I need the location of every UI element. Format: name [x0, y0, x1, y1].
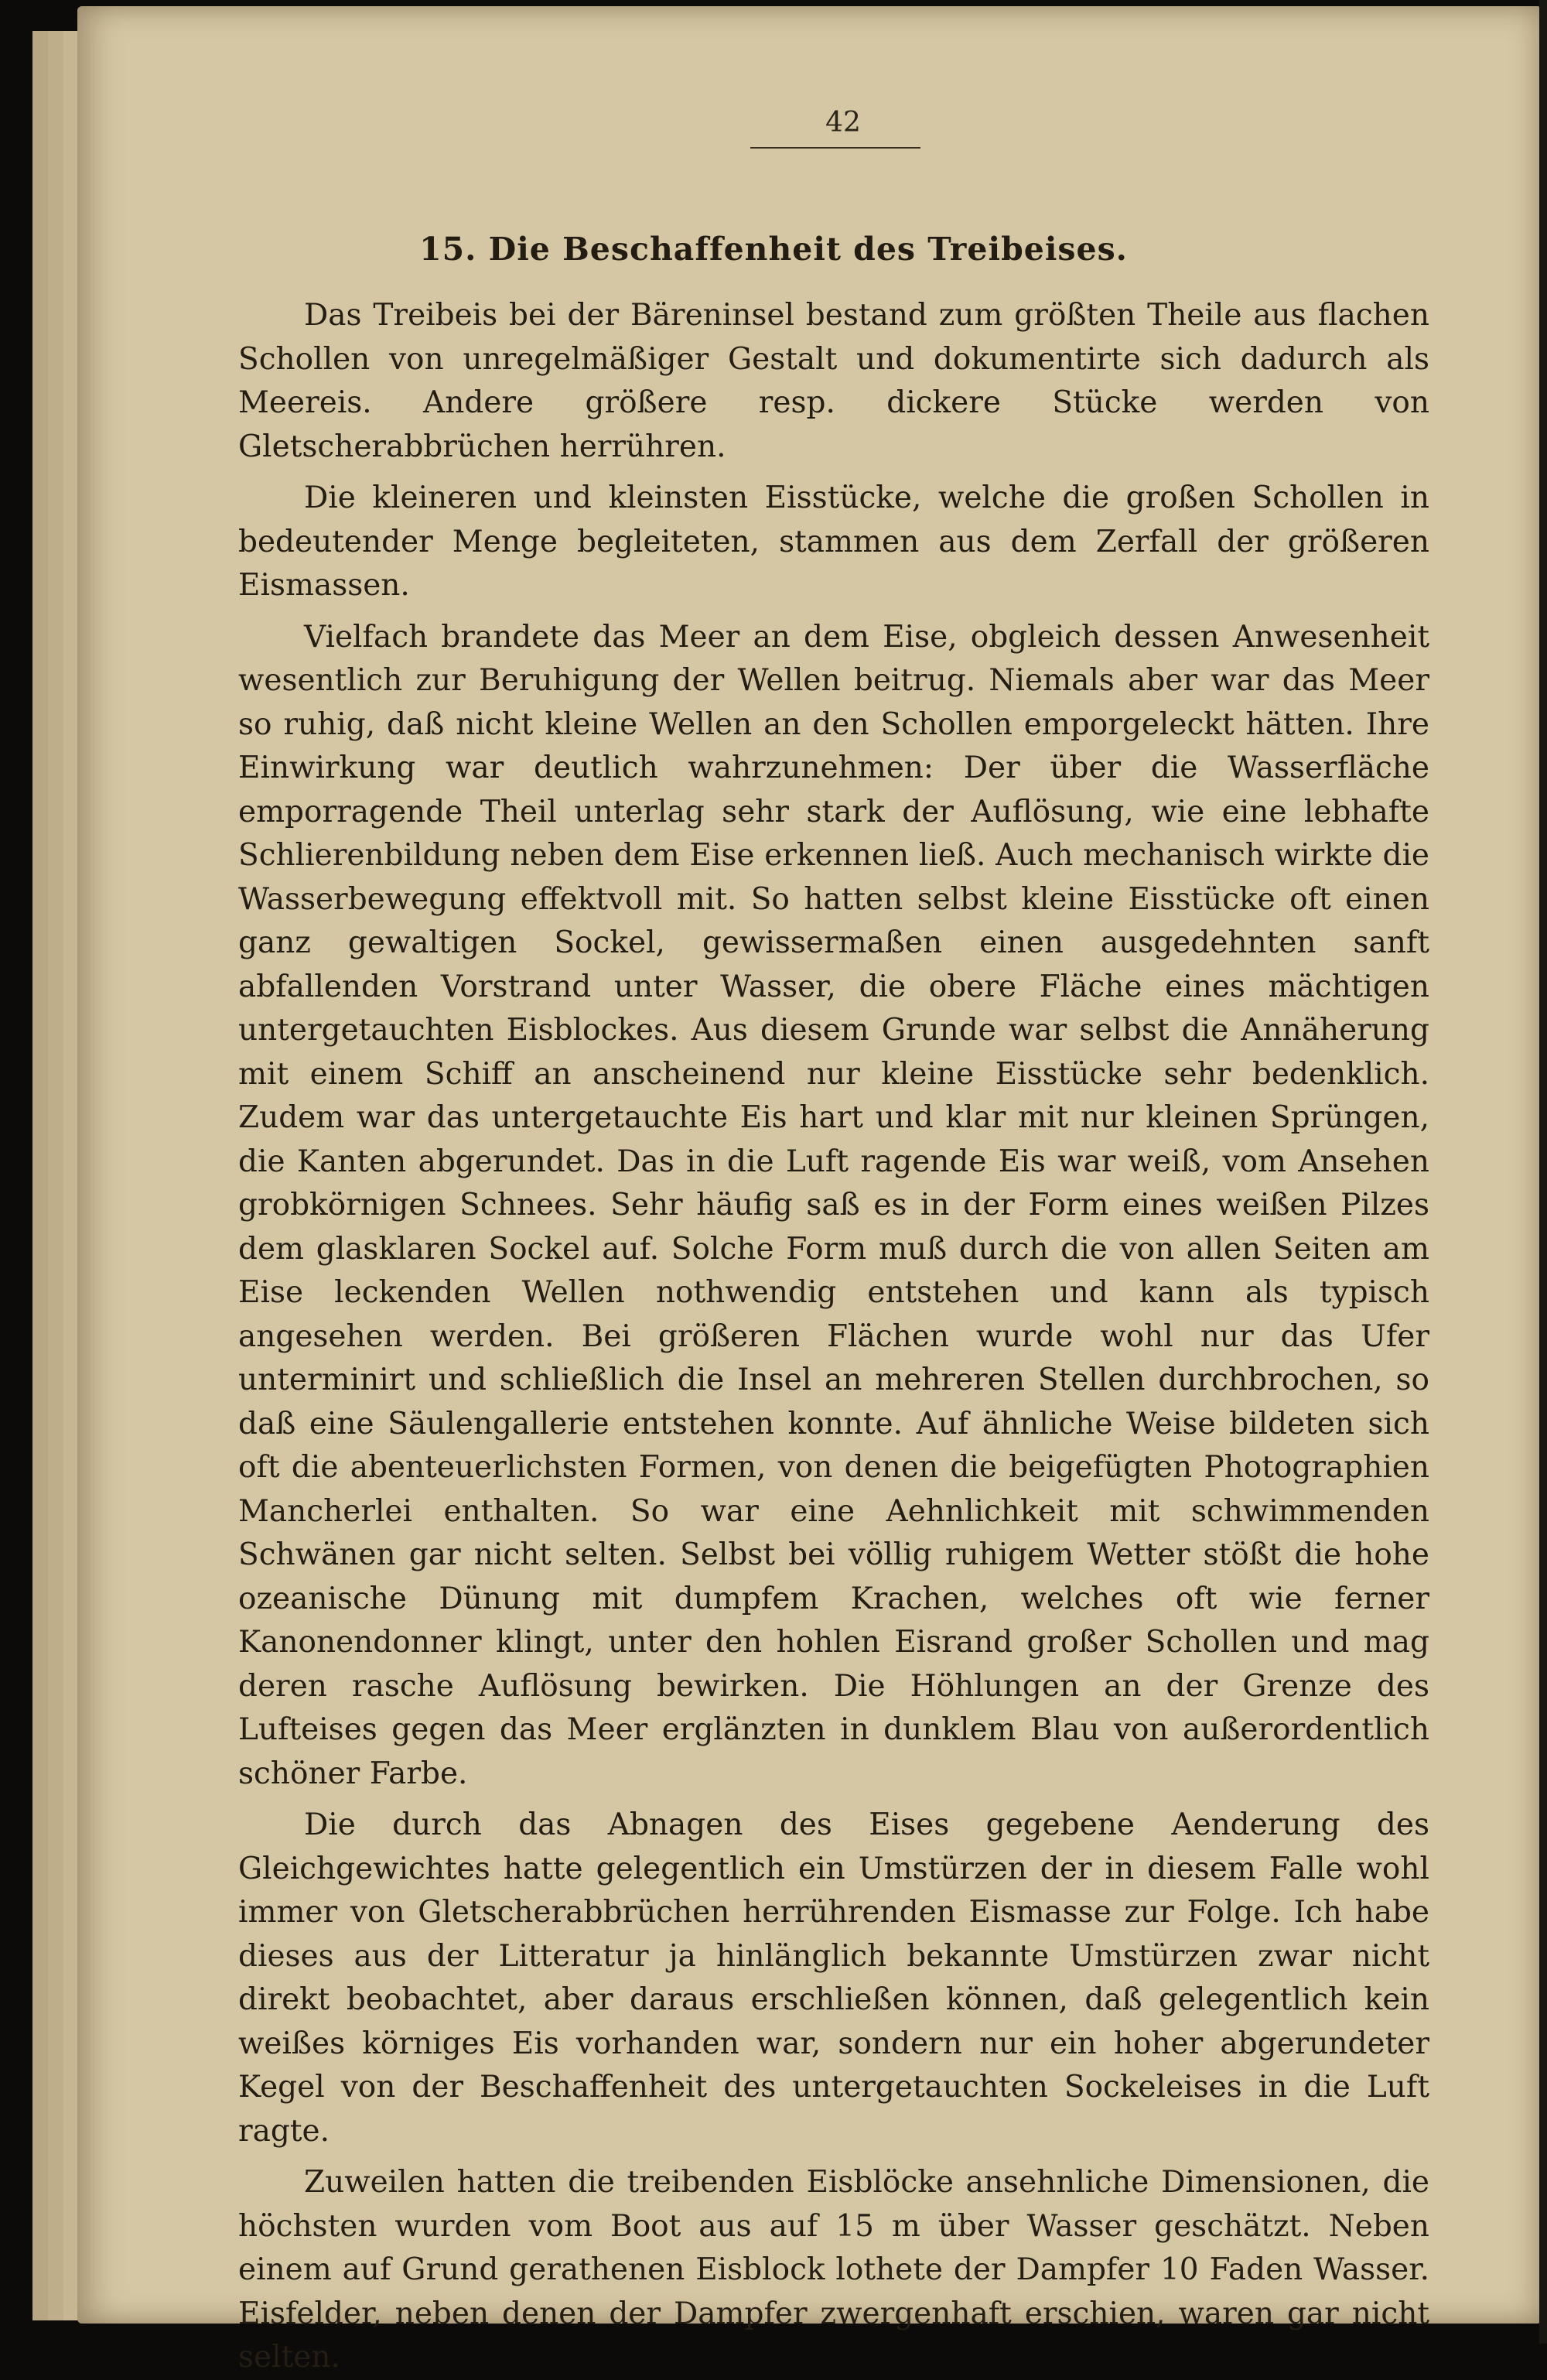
paragraph: Das Treibeis bei der Bäreninsel bestand zum größten Theile aus flachen Schollen von unregelmäßiger Gestalt und dokumentirte sich dadurch als Meereis. Andere größere resp. dickere Stücke werden von Gletscherabbrüchen herrühren.: [238, 298, 1429, 464]
page-number-rule: [750, 147, 920, 149]
paragraph: Die durch das Abnagen des Eises gegebene Aenderung des Gleichgewichtes hatte gelegentlich ein Umstürzen der in diesem Falle wohl immer von Gletscherabbrüchen herrührenden Eismasse zur Folge. Ich habe dieses aus der Litteratur ja hinlänglich bekannte Umstürzen zwar nicht direkt beobachtet, aber daraus erschließen können, daß gelegentlich kein weißes körniges Eis vorhanden war, sondern nur ein hoher abgerundeter Kegel von der Beschaffenheit des untergetauchten Sockeleises in die Luft ragte.: [238, 1807, 1429, 2149]
scan-edge: [1539, 0, 1547, 2344]
paragraph: Vielfach brandete das Meer an dem Eise, obgleich dessen Anwesenheit wesentlich zur Beruhigung der Wellen beitrug. Niemals aber war das Meer so ruhig, daß nicht kleine Wellen an den Schollen emporgeleckt hätten. Ihre Einwirkung war deutlich wahrzunehmen: Der über die Wasserfläche emporragende Theil unterlag sehr stark der Auflösung, wie eine lebhafte Schlierenbildung neben dem Eise erkennen ließ. Auch mechanisch wirkte die Wasserbewegung effektvoll mit. So hatten selbst kleine Eisstücke oft einen ganz gewaltigen Sockel, gewissermaßen einen ausgedehnten sanft abfallenden Vorstrand unter Wasser, die obere Fläche eines mächtigen untergetauchten Eisblockes. Aus diesem Grunde war selbst die Annäherung mit einem Schiff an anscheinend nur kleine Eisstücke sehr bedenklich. Zudem war das untergetauchte Eis hart und klar mit nur kleinen Sprüngen, die Kanten abgerundet. Das in die Luft ragende Eis war weiß, vom Ansehen grobkörnigen Schnees. Sehr häufig saß es in der Form eines weißen Pilzes dem glasklaren Sockel auf. Solche Form muß durch die von allen Seiten am Eise leckenden Wellen nothwendig entstehen und kann als typisch angesehen werden. Bei größeren Flächen wurde wohl nur das Ufer unterminirt und schließlich die Insel an mehreren Stellen durchbrochen, so daß eine Säulengallerie entstehen konnte. Auf ähnliche Weise bildeten sich oft die abenteuerlichsten Formen, von denen die beigefügten Photographien Mancherlei enthalten. So war eine Aehnlichkeit mit schwimmenden Schwänen gar nicht selten. Selbst bei völlig ruhigem Wetter stößt die hohe ozeanische Dünung mit dumpfem Krachen, welches oft wie ferner Kanonendonner klingt, unter den hohlen Eisrand großer Schollen und mag deren rasche Auflösung bewirken. Die Höhlungen an der Grenze des Lufteises gegen das Meer erglänzten in dunklem Blau von außerordentlich schöner Farbe.: [238, 619, 1429, 1791]
body-text: [238, 294, 1429, 2380]
paragraph: Die kleineren und kleinsten Eisstücke, welche die großen Schollen in bedeutender Menge begleiteten, stammen aus dem Zerfall der größeren Eismassen.: [238, 480, 1429, 603]
section-title: 15. Die Beschaffenheit des Treibeises.: [419, 231, 1128, 268]
page-number: 42: [825, 107, 861, 138]
paragraph: Zuweilen hatten die treibenden Eisblöcke ansehnliche Dimensionen, die höchsten wurden vom Boot aus auf 15 m über Wasser geschätzt. Neben einem auf Grund gerathenen Eisblock lothete der Dampfer 10 Faden Wasser. Eisfelder, neben denen der Dampfer zwergenhaft erschien, waren gar nicht selten.: [238, 2165, 1429, 2375]
